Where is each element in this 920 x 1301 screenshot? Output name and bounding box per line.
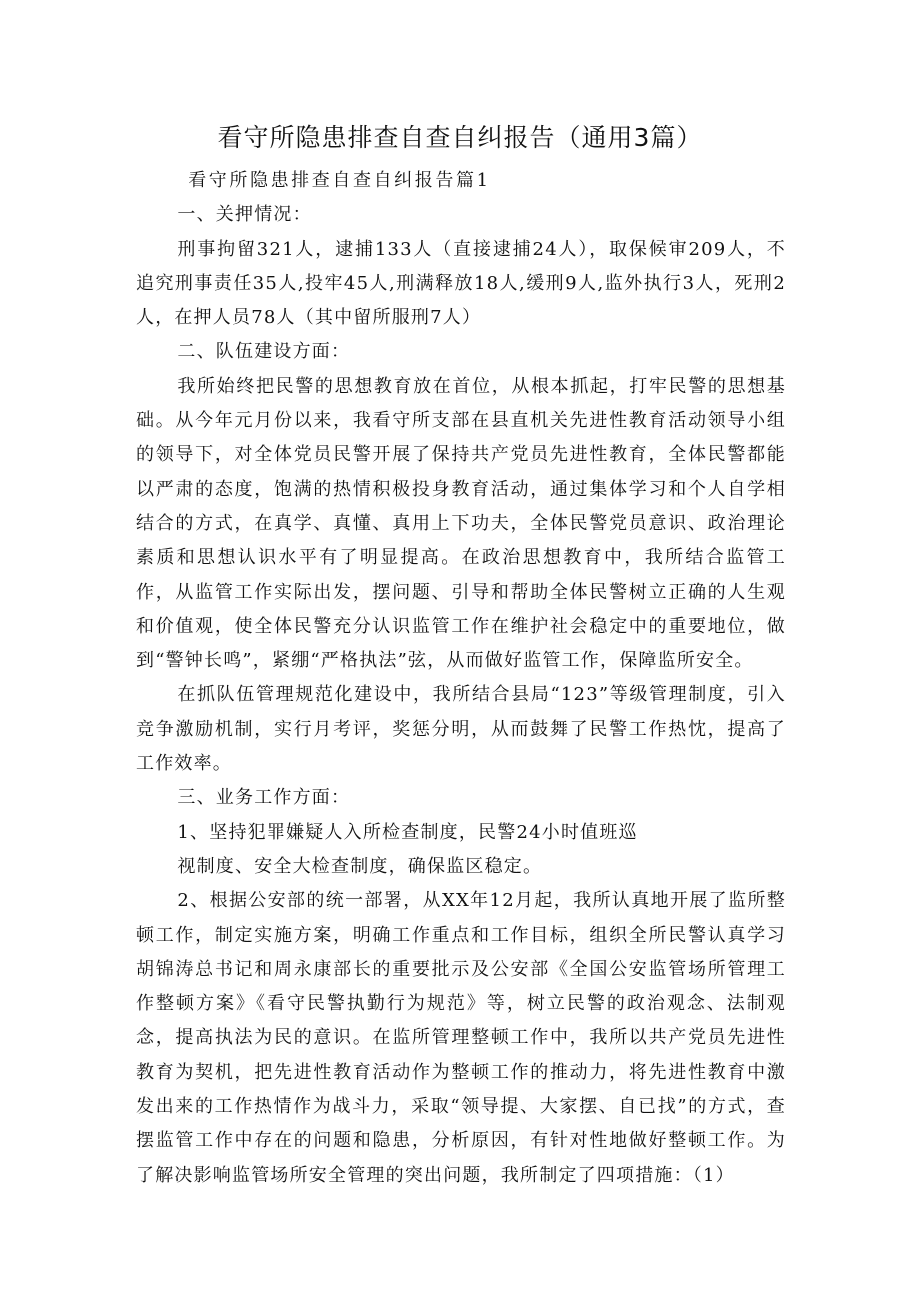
heading-business-work: 三、业务工作方面： [177, 787, 351, 809]
paragraph-ideological-education: 我所始终把民警的思想教育放在首位，从根本抓起，打牢民警的思想基础。从今年元月份以来，我看守所支部在县直机关先进性教育活动领导小组的领导下，对全体党员民警开展了保持共产党员先进性教育，全体民警都能以严肃的态度，饱满的热情积极投身教育活动，通过集体学习和个人自学相结合的方式，在真学、真懂、真用上下功夫，全体民警党员意识、政治理论素质和思想认识水平有了明显提高。在政治思想教育中，我所结合监管工作，从监管工作实际出发，摆问题、引导和帮助全体民警树立正确的人生观和价值观，使全体民警充分认识监管工作在维护社会稳定中的重要地位，做到“警钟长鸣”，紧绷“严格执法”弦，从而做好监管工作，保障监所安全。 [136, 375, 786, 672]
document-title: 看守所隐患排查自查自纠报告（通用3篇） [217, 123, 703, 152]
heading-detention-status: 一、关押情况： [177, 204, 312, 226]
paragraph-item-2: 2、根据公安部的统一部署，从XX年12月起，我所认真地开展了监所整顿工作，制定实施方案，明确工作重点和工作目标，组织全所民警认真学习胡锦涛总书记和周永康部长的重要批示及公安部《全国公安监管场所管理工作整顿方案》《看守民警执勤行为规范》等，树立民警的政治观念、法制观念，提高执法为民的意识。在监所管理整顿工作中，我所以共产党员先进性教育为契机，把先进性教育活动作为整顿工作的推动力，将先进性教育中激发出来的工作热情作为战斗力，采取“领导提、大家摆、自已找”的方式，查摆监管工作中存在的问题和隐患，分析原因，有针对性地做好整顿工作。为了解决影响监管场所安全管理的突出问题，我所制定了四项措施：（1） [136, 890, 786, 1186]
section-subtitle: 看守所隐患排查自查自纠报告篇1 [188, 170, 491, 191]
document-body [136, 164, 786, 1193]
paragraph-item-1: 1、坚持犯罪嫌疑人入所检查制度，民警24小时值班巡 [177, 821, 638, 843]
heading-team-building: 二、队伍建设方面： [177, 341, 351, 363]
paragraph-detention-figures: 刑事拘留321人，逮捕133人（直接逮捕24人），取保候审209人，不追究刑事责任35人,投牢45人,刑满释放18人,缓刑9人,监外执行3人，死刑2人，在押人员78人（其中留所服刑7人） [136, 238, 786, 329]
paragraph-team-management: 在抓队伍管理规范化建设中，我所结合县局“123”等级管理制度，引入竞争激励机制，实行月考评，奖惩分明，从而鼓舞了民警工作热忱，提高了工作效率。 [136, 684, 786, 775]
paragraph-item-1-continued: 视制度、安全大检查制度，确保监区稳定。 [177, 855, 543, 877]
